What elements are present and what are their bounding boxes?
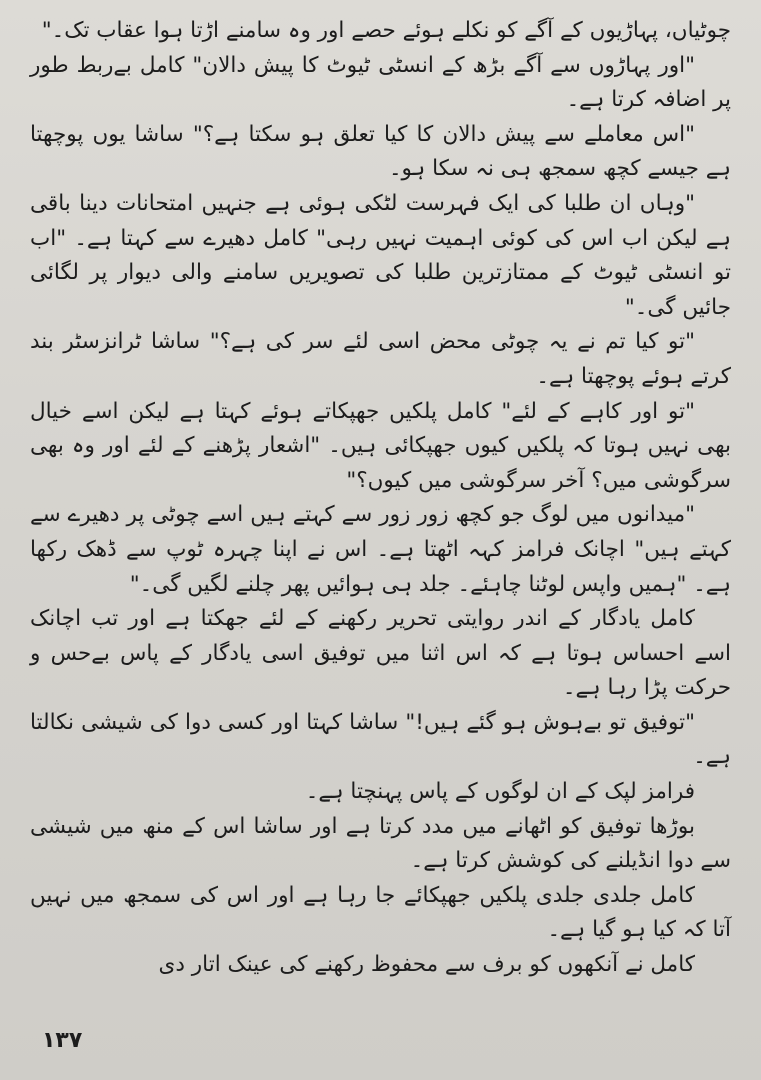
paragraph-2: "اور پہاڑوں سے آگے بڑھ کے انسٹی ٹیوٹ کا پیش دالان" کامل بےربط طور پر اضافہ کرتا ہے۔	[30, 52, 731, 113]
paragraph-3: "اس معاملے سے پیش دالان کا کیا تعلق ہو سکتا ہے؟" ساشا یوں پوچھتا ہے جیسے کچھ سمجھ ہی نہ سکا ہو۔	[30, 121, 731, 182]
paragraph-6: "تو اور کاہے کے لئے" کامل پلکیں جھپکاتے ہوئے کہتا ہے لیکن اسے خیال بھی نہیں ہوتا کہ پلکیں کیوں جھپکائی ہیں۔ "اشعار پڑھنے کے لئے اور وہ بھی سرگوشی میں؟ آخر سرگوشی میں کیوں؟"	[30, 398, 731, 493]
paragraph-7: "میدانوں میں لوگ جو کچھ زور زور سے کہتے ہیں اسے چوٹی پر دھیرے سے کہتے ہیں" اچانک فرامز کہہ اٹھتا ہے۔ اس نے اپنا چہرہ ٹوپ سے ڈھک رکھا ہے۔ "ہمیں واپس لوٹنا چاہئے۔ جلد ہی ہوائیں پھر چلنے لگیں گی۔"	[30, 502, 731, 597]
paragraph-1: چوٹیاں، پہاڑیوں کے آگے کو نکلے ہوئے حصے اور وہ سامنے اڑتا ہوا عقاب تک۔"	[41, 18, 731, 43]
paragraph-5: "تو کیا تم نے یہ چوٹی محض اسی لئے سر کی ہے؟" ساشا ٹرانزسٹر بند کرتے ہوئے پوچھتا ہے۔	[30, 329, 731, 389]
paragraph-10: فرامز لپک کے ان لوگوں کے پاس پہنچتا ہے۔	[305, 779, 695, 805]
paragraph-4: "وہاں ان طلبا کی ایک فہرست لٹکی ہوئی ہے جنہیں امتحانات دینا باقی ہے لیکن اب اس کی کوئی اہمیت نہیں رہی" کامل دھیرے سے کہتا ہے۔ "اب تو انسٹی ٹیوٹ کے ممتازترین طلبا کی تصویریں سامنے والی دیوار پر لگائی جائیں گی۔"	[30, 190, 731, 320]
paragraph-13: کامل نے آنکھوں کو برف سے محفوظ رکھنے کی عینک اتار دی	[158, 952, 695, 978]
paragraph-9: "توفیق تو بےہوش ہو گئے ہیں!" ساشا کہتا اور کسی دوا کی شیشی نکالتا ہے۔	[30, 709, 731, 770]
paragraph-11: بوڑھا توفیق کو اٹھانے میں مدد کرتا ہے اور ساشا اس کے منھ میں شیشی سے دوا انڈیلنے کی کوشش کرتا ہے۔	[30, 813, 731, 874]
page-number: ١٣٧	[42, 1028, 83, 1053]
paragraph-12: کامل جلدی جلدی پلکیں جھپکائے جا رہا ہے اور اس کی سمجھ میں نہیں آتا کہ کیا ہو گیا ہے۔	[30, 882, 731, 943]
page-text	[30, 14, 731, 983]
paragraph-8: کامل یادگار کے اندر روایتی تحریر رکھنے کے لئے جھکتا ہے اور تب اچانک اسے احساس ہوتا ہے کہ اس اثنا میں توفیق اسی یادگار کے پاس بےحس و حرکت پڑا رہا ہے۔	[30, 606, 731, 701]
